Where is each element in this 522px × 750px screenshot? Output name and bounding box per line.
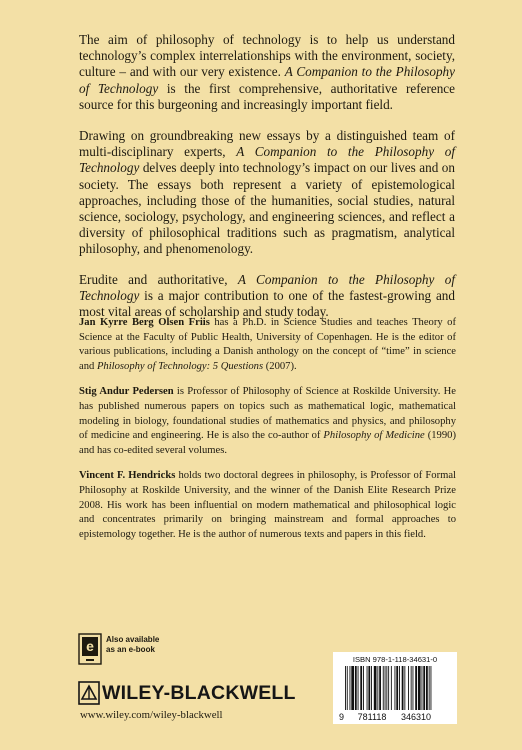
text-run: Erudite and authoritative, [79, 271, 238, 287]
barcode-bar [386, 666, 387, 710]
barcode-bar [396, 666, 398, 710]
book-title-italic: A Companion to the Philosophy of Technology [79, 144, 456, 176]
barcode-bar [383, 666, 384, 710]
svg-text:e: e [86, 638, 94, 654]
barcode-bar [363, 666, 364, 710]
book-title-italic: Philosophy of Medicine [323, 430, 425, 442]
text-run: The aim of philosophy of technology is to help us understand technology’s complex interrelationships with the environment, society, culture – and with our very existence. [79, 32, 455, 80]
description-paragraph-2 [79, 128, 455, 258]
barcode-bar [431, 666, 432, 710]
barcode-bar [426, 666, 428, 710]
description-paragraph-3 [79, 272, 455, 321]
ebook-line-2: as an e-book [106, 645, 155, 654]
barcode-bar [404, 666, 405, 710]
bio-friis [79, 316, 456, 374]
barcode-bar [360, 666, 362, 710]
barcode-bar [415, 666, 417, 710]
publisher-url[interactable]: www.wiley.com/wiley-blackwell [80, 709, 223, 721]
barcode-bar [399, 666, 400, 710]
text-run: holds two doctoral degrees in philosophy, is Professor of Formal Philosophy at Roskilde University, and the winner of the Danish Elite Research Prize 2008. His work has been influential on modern mathematical and philosophical logic and concentrates primarily on bringing mainstream and formal approaches to epistemology together. He is the author of numerous texts and papers in this field. [79, 470, 456, 540]
barcode-digits: 9 [339, 712, 345, 722]
barcode-bar [358, 666, 359, 710]
text-run: is Professor of Philosophy of Science at Roskilde University. He has published numerous papers on topics such as mathematical logic, mathematical modeling in biology, foundational studies of mathematics and physics, and philosophy of medicine and engineering. He is also the co-author of [79, 386, 456, 442]
barcode-bar [374, 666, 377, 710]
barcode-bar [350, 666, 351, 710]
barcode-bars [333, 652, 457, 724]
barcode-bar [429, 666, 430, 710]
barcode-digits: 781118 [357, 712, 387, 722]
text-run: delves deeply into technology’s impact on our lives and on society. The essays both represent a variety of epistemological approaches, including those of the humanities, social studies, natural science, sociology, psychology, and engineering sciences, and reflect a diversity of philosophical traditions such as pragmatism, analytical philosophy, and phenomenology. [79, 160, 455, 257]
book-title-italic: A Companion to the Philosophy of Technology [79, 64, 455, 96]
description-paragraph-1 [79, 32, 455, 113]
barcode-bar [411, 666, 412, 710]
editor-bios [79, 316, 456, 553]
barcode-bar [371, 666, 372, 710]
barcode-bar [351, 666, 354, 710]
bio-pedersen [79, 385, 456, 458]
barcode-bar [395, 666, 396, 710]
barcode-bar [368, 666, 370, 710]
barcode-bar [388, 666, 389, 710]
bio-hendricks [79, 469, 456, 542]
text-run: (2007). [263, 360, 297, 372]
barcode-bar [367, 666, 368, 710]
ebook-label [106, 635, 159, 655]
text-run: is the first comprehensive, authoritative reference source for this burgeoning and increasingly important field. [79, 80, 455, 112]
book-title-italic: Philosophy of Technology: 5 Questions [96, 360, 264, 372]
ebook-line-1: Also available [106, 635, 160, 644]
barcode-bar [402, 666, 404, 710]
barcode-bar [345, 666, 346, 710]
editor-name: Vincent F. Hendricks [79, 470, 176, 482]
publisher-name: WILEY-BLACKWELL [102, 682, 296, 704]
e-book-icon [78, 633, 102, 665]
book-title-italic: A Companion to the Philosophy of Technology [79, 271, 455, 303]
wiley-logo-icon [78, 681, 100, 705]
barcode-bar [379, 666, 381, 710]
editor-name: Stig Andur Pedersen [79, 386, 174, 398]
barcode-digits: 346310 [400, 712, 432, 722]
barcode-bar [355, 666, 357, 710]
barcode-bar [418, 666, 421, 710]
barcode-bar [413, 666, 414, 710]
barcode-bar [391, 666, 392, 710]
barcode-bar [408, 666, 409, 710]
editor-name: Jan Kyrre Berg Olsen Friis [79, 317, 210, 328]
barcode-bar [422, 666, 423, 710]
publisher-block [78, 678, 296, 728]
text-run: (1990) and has co-edited several volumes. [79, 430, 456, 456]
barcode-bar [377, 666, 378, 710]
barcode [333, 652, 457, 724]
barcode-bar [423, 666, 425, 710]
isbn-label: ISBN 978-1-118-34631-0 [352, 655, 438, 664]
text-run: has a Ph.D. in Science Studies and teaches Theory of Science at the Faculty of Public Health, University of Copenhagen. He is the editor of various publications, including a Danish anthology on the concept of “time” in science and [79, 317, 456, 372]
barcode-bar [347, 666, 348, 710]
text-run: Drawing on groundbreaking new essays by a distinguished team of multi-disciplinary experts, [79, 128, 455, 160]
text-run: is a major contribution to one of the fastest-growing and most vital areas of scholarship and study today. [79, 287, 455, 320]
description-block [79, 32, 455, 334]
ebook-notice [78, 633, 188, 667]
barcode-bar [385, 666, 386, 710]
